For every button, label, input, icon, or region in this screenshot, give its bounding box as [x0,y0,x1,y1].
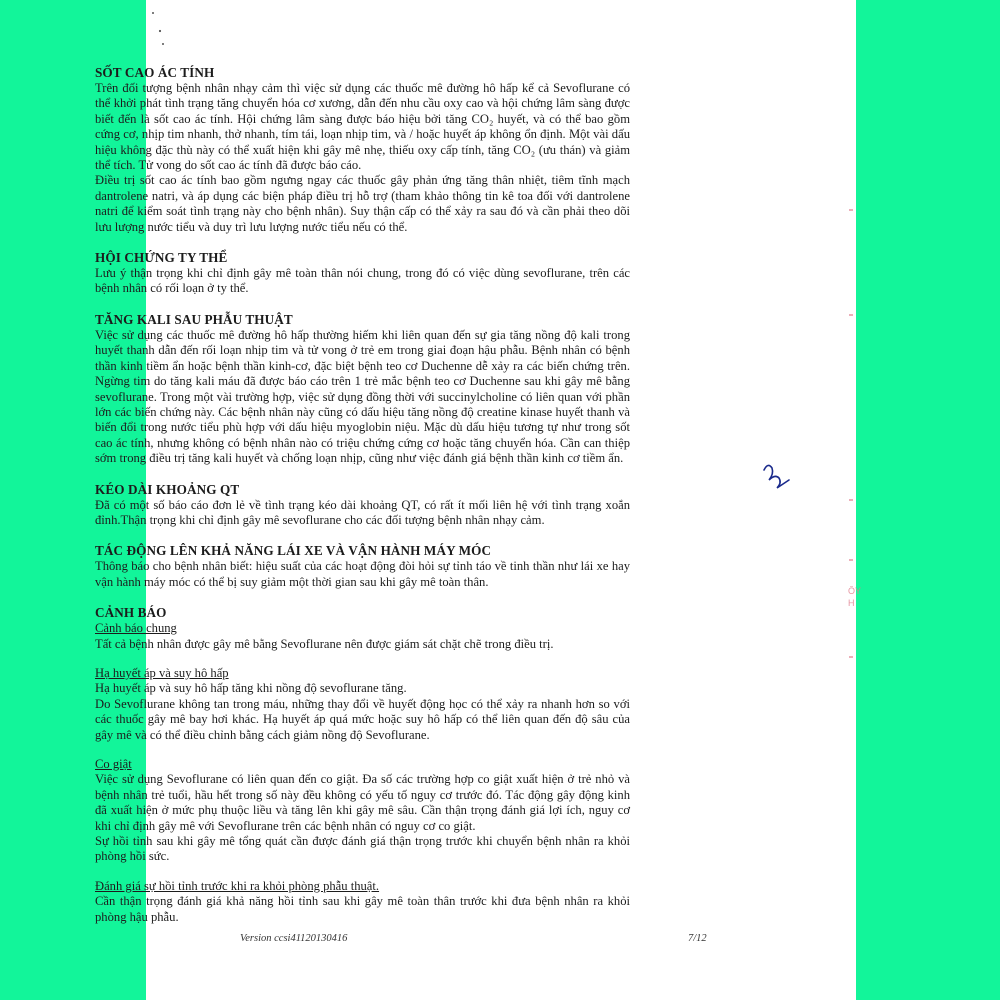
section-heading: SỐT CAO ÁC TÍNH [95,65,215,80]
section-heading: KÉO DÀI KHOẢNG QT [95,481,240,497]
section-heading: TÁC ĐỘNG LÊN KHẢ NĂNG LÁI XE VÀ VẬN HÀNH MÁY MÓC [95,543,492,559]
paragraph: Hạ huyết áp và suy hô hấp tăng khi nồng độ sevoflurane tăng. [95,681,407,696]
red-stamp-fragment: ÔY H [848,586,861,608]
subsection-title: Đánh giá sự hồi tỉnh trước khi ra khỏi phòng phẫu thuật. [95,878,380,893]
subsection-title: Hạ huyết áp và suy hô hấp [95,665,229,680]
section-heading: TĂNG KALI SAU PHẪU THUẬT [95,311,293,327]
version-label: Version ccsi41120130416 [240,933,348,944]
paragraph: Trên đối tượng bệnh nhân nhạy cảm thì việc sử dụng các thuốc mê đường hô hấp kể cả Sevoflurane có thể khởi phát tình trạng tăng chuyển hóa cơ xương, dẫn đến nhu cầu oxy cao và hội chứng lâm sàng được biết đến là sốt cao ác tính. Hội chứng lâm sàng được báo hiệu bởi tăng CO₂ huyết, và có thể bao gồm cứng cơ, nhịp tim nhanh, thở nhanh, tím tái, loạn nhịp tim, và / hoặc huyết áp không ổn định. Một vài dấu hiệu không đặc thù này có thể xuất hiện khi gây mê nhẹ, thiếu oxy cấp tính, tăng CO₂ (ưu thán) và giảm thể tích. Tử vong do sốt cao ác tính đã được báo cáo. [95,81,630,173]
paragraph: Điều trị sốt cao ác tính bao gồm ngưng ngay các thuốc gây phản ứng tăng thân nhiệt, tiêm tĩnh mạch dantrolene natri, và áp dụng các biện pháp điều trị hỗ trợ (tham khảo thông tin kê toa đối với dantrolene natri để kiểm soát tình trạng này cho bệnh nhân). Suy thận cấp có thể xảy ra sau đó và cần phải theo dõi lưu lượng nước tiểu và duy trì lưu lượng nước tiểu nếu có thể. [95,173,630,234]
page-number: 7/12 [688,933,707,944]
paragraph: Sự hồi tỉnh sau khi gây mê tổng quát cần được đánh giá thận trọng trước khi chuyển bệnh nhân ra khỏi phòng hồi sức. [95,834,630,864]
paragraph: Lưu ý thận trọng khi chỉ định gây mê toàn thân nói chung, trong đó có việc dùng sevoflurane, trên các bệnh nhân có rối loạn ở ty thể. [95,266,630,296]
paragraph: Do Sevoflurane không tan trong máu, những thay đổi về huyết động học có thể xảy ra nhanh hơn so với các thuốc gây mê bay hơi khác. Hạ huyết áp quá mức hoặc suy hô hấp có thể liên quan đến độ sâu của gây mê và có thể điều chỉnh bằng cách giảm nồng độ Sevoflurane. [95,696,630,742]
subsection-title: Cảnh báo chung [95,621,177,636]
section-heading: HỘI CHỨNG TY THỂ [95,250,228,266]
stamp-ticks [849,210,853,657]
paragraph: Cần thận trọng đánh giá khả năng hồi tỉnh sau khi gây mê toàn thân trước khi đưa bệnh nhân ra khỏi phòng hậu phẫu. [95,894,630,924]
scan-specks [152,12,164,45]
paragraph: Việc sử dụng Sevoflurane có liên quan đến co giật. Đa số các trường hợp co giật xuất hiện ở trẻ nhỏ và bệnh nhân trẻ tuổi, hầu hết trong số này đều không có yếu tố nguy cơ trước đó. Tác động gây động kinh đã xuất hiện ở mức phụ thuộc liều và tăng lên khi gây mê sâu. Cần thận trọng đánh giá lợi ích, nguy cơ khi chỉ định gây mê với Sevoflurane trên các bệnh nhân có nguy cơ co giật. [95,772,630,833]
paragraph: Việc sử dụng các thuốc mê đường hô hấp thường hiếm khi liên quan đến sự gia tăng nồng độ kali trong huyết thanh dẫn đến rối loạn nhịp tim và tử vong ở trẻ em trong giai đoạn hậu phẫu. Bệnh nhân có bệnh thần kinh tiềm ẩn hoặc bệnh thần kinh-cơ, đặc biệt bệnh teo cơ Duchenne dễ xảy ra các biến chứng trên. Ngừng tim do tăng kali máu đã được báo cáo trên 1 trẻ mắc bệnh teo cơ Duchenne sau khi gây mê bằng sevoflurane. Trong một vài trường hợp, việc sử dụng đồng thời với succinylcholine có liên quan với phần lớn các biến chứng này. Các bệnh nhân này cũng có dấu hiệu tăng nồng độ creatine kinase huyết thanh và biến đổi trong nước tiểu phù hợp với dấu hiệu myoglobin niệu. Mặc dù dấu hiệu tương tự như trong sốt cao ác tính, nhưng không có bệnh nhân nào có triệu chứng cứng cơ hoặc tăng chuyển hóa. Cần can thiệp sớm trong điều trị tăng kali huyết và chống loạn nhịp, cũng như việc đánh giá bệnh thần kinh cơ tiềm ẩn. [95,327,630,466]
section-heading: CẢNH BÁO [95,605,167,621]
paragraph: Tất cả bệnh nhân được gây mê bằng Sevoflurane nên được giám sát chặt chẽ trong điều trị. [95,636,554,651]
subsection-title: Co giật [95,757,132,771]
paragraph: Thông báo cho bệnh nhân biết: hiệu suất của các hoạt động đòi hỏi sự tỉnh táo về tinh thần như lái xe hay vận hành máy móc có thể bị suy giảm một thời gian sau khi gây mê toàn thân. [95,559,630,589]
signature-mark [764,465,789,488]
paragraph: Đã có một số báo cáo đơn lẻ về tình trạng kéo dài khoảng QT, có rất ít mối liên hệ với tình trạng xoắn đỉnh.Thận trọng khi chỉ định gây mê sevoflurane cho các đối tượng bệnh nhân nhạy cảm. [95,497,630,527]
